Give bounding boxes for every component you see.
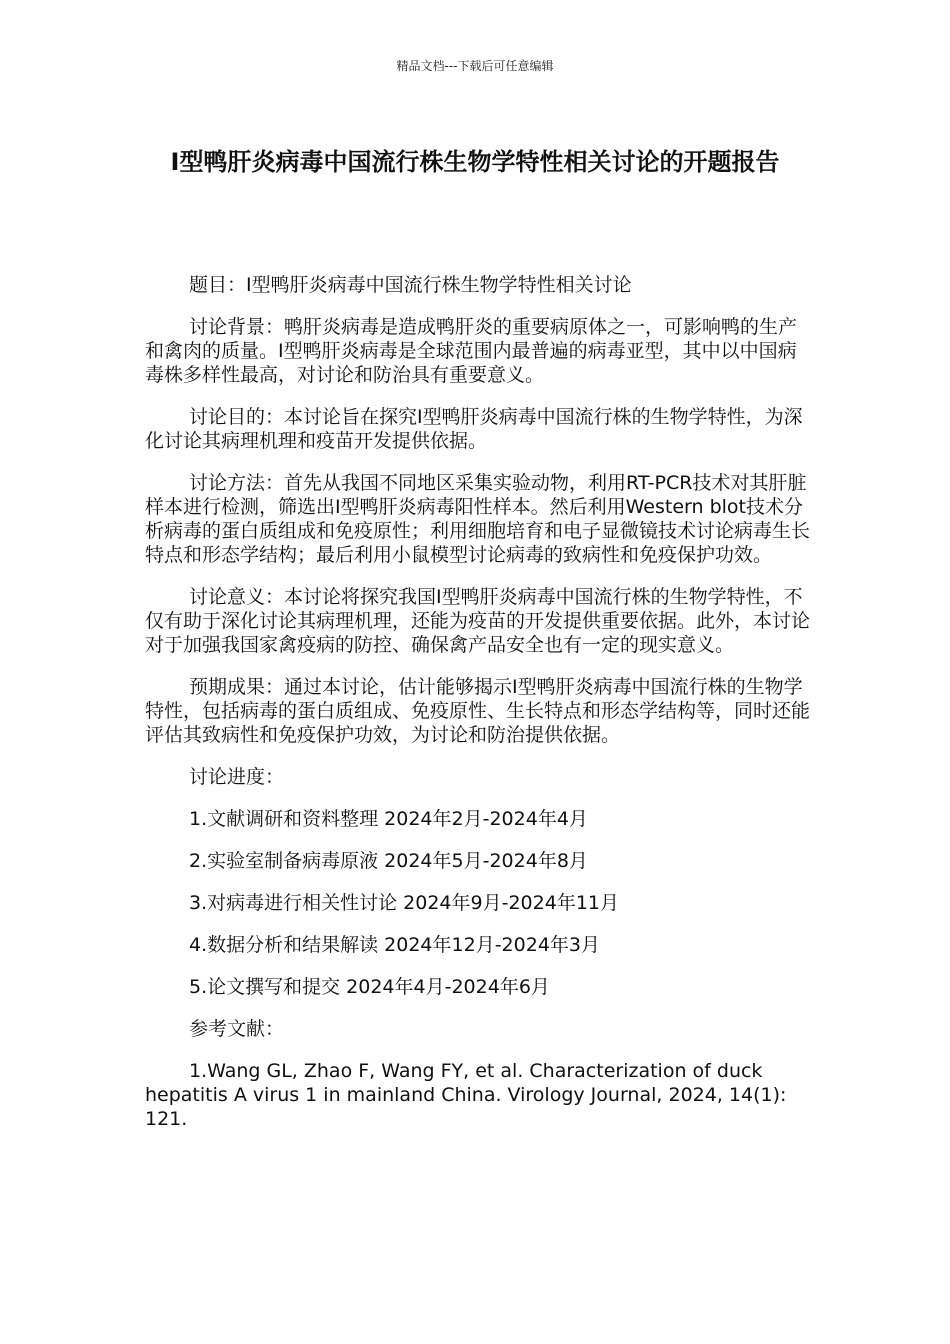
document-title: I型鸭肝炎病毒中国流行株生物学特性相关讨论的开题报告: [170, 148, 780, 176]
page-header-note: 精品文档---下载后可任意编辑: [396, 59, 554, 73]
purpose-paragraph: 讨论目的：本讨论旨在探究I型鸭肝炎病毒中国流行株的生物学特性，为深化讨论其病理机理和疫苗开发提供依据。: [145, 406, 803, 452]
reference-item: 1.Wang GL, Zhao F, Wang FY, et al. Characterization of duck hepatitis A virus 1 in mainland China. Virology Journal, 2024, 14(1): 121.: [145, 1060, 787, 1130]
topic-paragraph: 题目：I型鸭肝炎病毒中国流行株生物学特性相关讨论: [189, 274, 632, 296]
schedule-heading: 讨论进度：: [189, 766, 285, 788]
background-paragraph: 讨论背景：鸭肝炎病毒是造成鸭肝炎的重要病原体之一，可影响鸭的生产和禽肉的质量。I型鸭肝炎病毒是全球范围内最普遍的病毒亚型，其中以中国病毒株多样性最高，对讨论和防治具有重要意义。: [145, 316, 798, 386]
schedule-item: 4.数据分析和结果解读 2024年12月-2024年3月: [189, 934, 600, 956]
references-heading: 参考文献：: [189, 1018, 285, 1040]
schedule-item: 3.对病毒进行相关性讨论 2024年9月-2024年11月: [189, 892, 619, 914]
schedule-item: 2.实验室制备病毒原液 2024年5月-2024年8月: [189, 850, 588, 872]
methods-paragraph: 讨论方法：首先从我国不同地区采集实验动物，利用RT-PCR技术对其肝脏样本进行检测，筛选出I型鸭肝炎病毒阳性样本。然后利用Western blot技术分析病毒的蛋白质组成和免疫原性；利用细胞培育和电子显微镜技术讨论病毒生长特点和形态学结构；最后利用小鼠模型讨论病毒的致病性和免疫保护功效。: [145, 472, 811, 566]
schedule-item: 1.文献调研和资料整理 2024年2月-2024年4月: [189, 808, 588, 830]
document-body: [145, 273, 815, 1149]
expected-results-paragraph: 预期成果：通过本讨论，估计能够揭示I型鸭肝炎病毒中国流行株的生物学特性，包括病毒的蛋白质组成、免疫原性、生长特点和形态学结构等，同时还能评估其致病性和免疫保护功效，为讨论和防治提供依据。: [145, 676, 811, 746]
schedule-item: 5.论文撰写和提交 2024年4月-2024年6月: [189, 976, 550, 998]
significance-paragraph: 讨论意义：本讨论将探究我国I型鸭肝炎病毒中国流行株的生物学特性，不仅有助于深化讨论其病理机理，还能为疫苗的开发提供重要依据。此外，本讨论对于加强我国家禽疫病的防控、确保禽产品安全也有一定的现实意义。: [145, 586, 811, 656]
